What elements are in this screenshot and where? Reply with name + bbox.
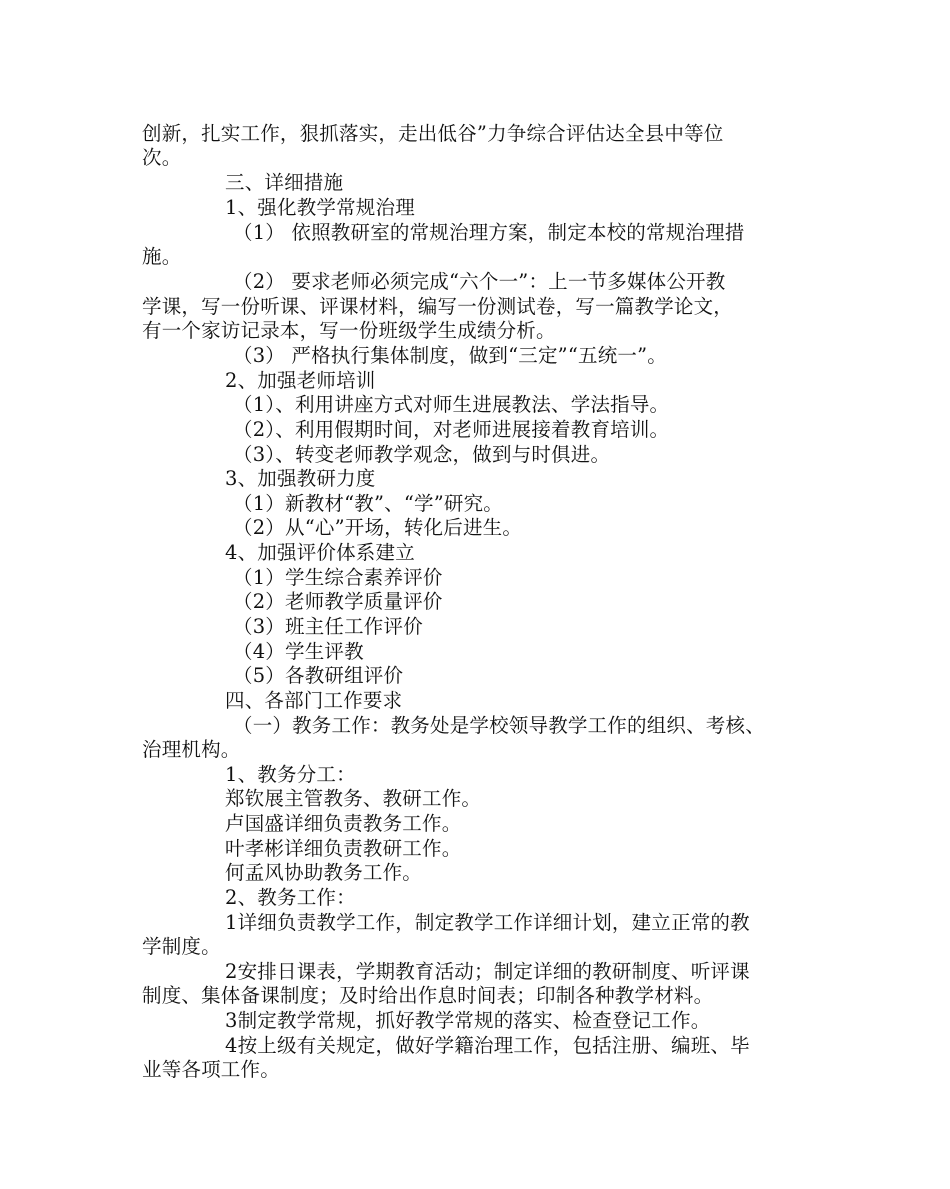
text-line: 次。 bbox=[142, 146, 182, 169]
text-line: （3）班主任工作评价 bbox=[233, 615, 423, 638]
text-line: 3制定教学常规，抓好教学常规的落实、检查登记工作。 bbox=[225, 1009, 711, 1032]
text-line: （2）、利用假期时间，对老师进展接着教育培训。 bbox=[233, 418, 670, 441]
text-line: （3）、转变老师教学观念，做到与时俱进。 bbox=[233, 443, 611, 466]
subsection-heading: 2、加强老师培训 bbox=[225, 369, 376, 392]
text-line: 有一个家访记录本，写一份班级学生成绩分析。 bbox=[142, 319, 556, 342]
text-line: （3） 严格执行集体制度，做到“三定”“五统一”。 bbox=[233, 344, 667, 367]
text-line: 何孟风协助教务工作。 bbox=[225, 861, 423, 884]
text-line: 施。 bbox=[142, 245, 182, 268]
text-line: 创新，扎实工作，狠抓落实，走出低谷”力争综合评估达全县中等位 bbox=[142, 122, 724, 145]
subsection-heading: 4、加强评价体系建立 bbox=[225, 541, 415, 564]
section-heading: 四、各部门工作要求 bbox=[225, 689, 403, 712]
text-line: （一）教务工作：教务处是学校领导教学工作的组织、考核、 bbox=[233, 714, 765, 737]
text-line: 郑钦展主管教务、教研工作。 bbox=[225, 787, 482, 810]
subsection-heading: 1、教务分工： bbox=[225, 763, 356, 786]
text-line: 学制度。 bbox=[142, 935, 221, 958]
text-line: 4按上级有关规定，做好学籍治理工作，包括注册、编班、毕 bbox=[225, 1034, 750, 1057]
text-line: （1）、利用讲座方式对师生进展教法、学法指导。 bbox=[233, 393, 670, 416]
text-line: 叶孝彬详细负责教研工作。 bbox=[225, 837, 462, 860]
text-line: 卢国盛详细负责教务工作。 bbox=[225, 812, 462, 835]
subsection-heading: 2、教务工作： bbox=[225, 886, 356, 909]
text-line: 学课，写一份听课、评课材料，编写一份测试卷，写一篇教学论文， bbox=[142, 295, 734, 318]
text-line: 业等各项工作。 bbox=[142, 1058, 280, 1081]
text-line: （1） 依照教研室的常规治理方案，制定本校的常规治理措 bbox=[233, 221, 745, 244]
text-line: （2）老师教学质量评价 bbox=[233, 590, 443, 613]
section-heading: 三、详细措施 bbox=[225, 171, 344, 194]
text-line: 制度、集体备课制度；及时给出作息时间表；印制各种教学材料。 bbox=[142, 984, 714, 1007]
text-line: 1详细负责教学工作，制定教学工作详细计划，建立正常的教 bbox=[225, 911, 750, 934]
subsection-heading: 1、强化教学常规治理 bbox=[225, 196, 415, 219]
text-line: （4）学生评教 bbox=[233, 640, 364, 663]
subsection-heading: 3、加强教研力度 bbox=[225, 467, 376, 490]
text-line: （1）学生综合素养评价 bbox=[233, 566, 443, 589]
text-line: 2安排日课表，学期教育活动；制定详细的教研制度、听评课 bbox=[225, 960, 750, 983]
text-line: （1）新教材“教”、“学”研究。 bbox=[233, 492, 503, 515]
text-line: （2）从“心”开场，转化后进生。 bbox=[233, 516, 523, 539]
text-line: 治理机构。 bbox=[142, 738, 241, 761]
text-line: （5）各教研组评价 bbox=[233, 664, 404, 687]
text-line: （2） 要求老师必须完成“六个一”：上一节多媒体公开教 bbox=[233, 270, 726, 293]
